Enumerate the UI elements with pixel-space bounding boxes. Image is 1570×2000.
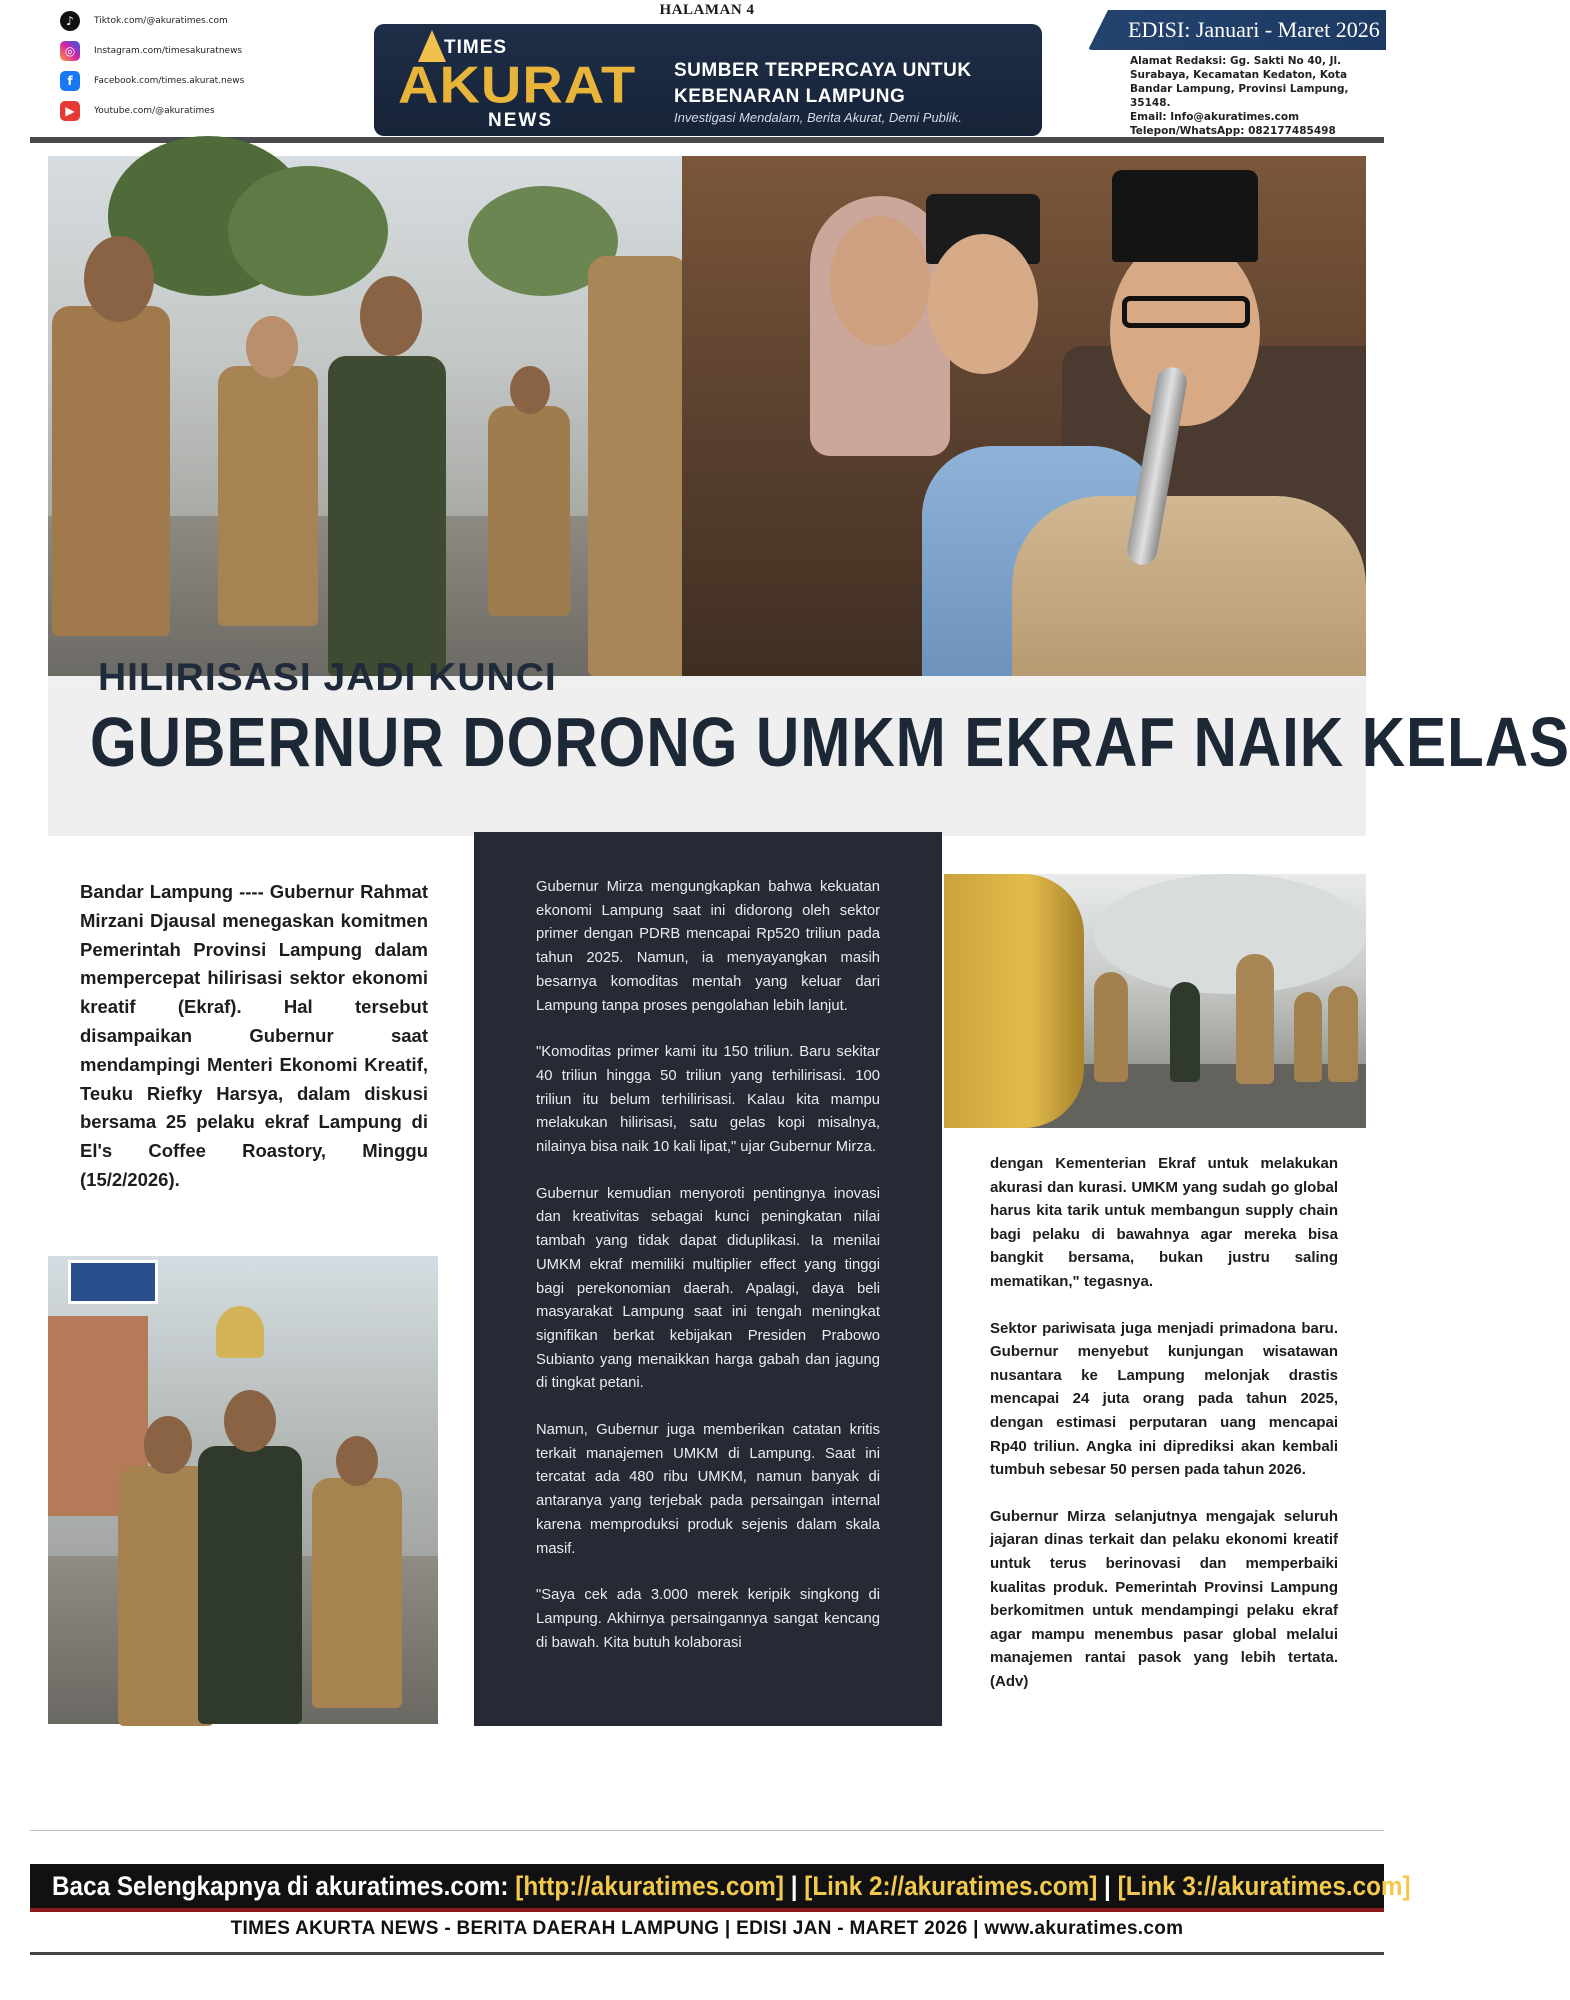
read-more-link-3[interactable]: [Link 3://akuratimes.com] [1117, 1870, 1411, 1901]
face-shape [510, 366, 550, 414]
masthead-banner [374, 24, 1042, 136]
read-more-bar [30, 1864, 1411, 1912]
article-middle-column [536, 876, 880, 1678]
uniform-shape [218, 366, 318, 626]
face-shape [246, 316, 298, 378]
link-separator: | [1097, 1870, 1118, 1901]
editorial-address [1130, 54, 1380, 138]
sky-shape [1094, 874, 1366, 994]
footer-divider [30, 1952, 1384, 1955]
logo-times: TIMES [444, 37, 508, 58]
photo-road-roller [944, 874, 1366, 1128]
page-number: HALAMAN 4 [659, 2, 755, 18]
article-lead-paragraph: Bandar Lampung ---- Gubernur Rahmat Mirzani Djausal menegaskan komitmen Pemerintah Provinsi Lampung dalam mempercepat hilirisasi sektor ekonomi kreatif (Ekraf). Hal tersebut disampaikan Gubernur saat mendampingi Menteri Ekonomi Kreatif, Teuku Riefky Harsya, dalam diskusi bersama 25 pelaku ekraf Lampung di El's Coffee Roastory, Minggu (15/2/2026). [80, 881, 428, 1190]
social-links [60, 6, 360, 126]
logo-akurat: AKURAT [398, 55, 637, 114]
photo-street-walk [48, 1256, 438, 1724]
social-facebook-text: Facebook.com/times.akurat.news [94, 76, 245, 86]
mosque-dome-shape [216, 1306, 264, 1358]
road-roller-shape [944, 874, 1084, 1128]
article-paragraph: dengan Kementerian Ekraf untuk melakukan akurasi dan kurasi. UMKM yang sudah go global harus kita tarik untuk membangun supply chain bagi pelaku di bawahnya agar mereka bisa bangkit bersama, bukan justru saling mematikan," tegasnya. [990, 1155, 1338, 1290]
tagline-line-3: Investigasi Mendalam, Berita Akurat, Demi Publik. [674, 110, 962, 125]
uniform-shape [1236, 954, 1274, 1084]
edition-badge: EDISI: Januari - Maret 2026 [1088, 10, 1386, 50]
link-separator: | [783, 1870, 805, 1901]
logo-news: NEWS [488, 110, 553, 131]
face-shape [928, 234, 1038, 374]
article-paragraph: Sektor pariwisata juga menjadi primadona baru. Gubernur menyebut kunjungan wisatawan nusantara ke Lampung melonjak drastis mencapai 24 juta orang pada tahun 2025, dengan estimasi perputaran uang mencapai Rp40 triliun. Angka ini diprediksi akan kembali tumbuh sebesar 50 persen pada tahun 2026. [990, 1319, 1338, 1479]
face-shape [336, 1436, 378, 1486]
youtube-icon: ▶ [60, 101, 80, 121]
article-right-column [990, 1152, 1338, 1716]
hero-photo-discussion [682, 156, 1366, 676]
footer-top-divider [30, 1830, 1384, 1831]
uniform-shape [312, 1478, 402, 1708]
uniform-shape [588, 256, 688, 676]
social-tiktok-text: Tiktok.com/@akuratimes.com [94, 16, 228, 26]
article-paragraph: Gubernur Mirza mengungkapkan bahwa kekuatan ekonomi Lampung saat ini didorong oleh sektor primer dengan PDRB mencapai Rp520 triliun pada tahun 2025. Namun, ia menyayangkan masih besarnya komoditas mentah yang keluar dari Lampung tanpa proses pengolahan lebih lanjut. [536, 879, 880, 1014]
face-shape [1110, 236, 1260, 426]
footer-publication-line: TIMES AKURTA NEWS - BERITA DAERAH LAMPUNG | EDISI JAN - MARET 2026 | www.akuratimes.com [230, 1918, 1184, 1939]
social-instagram[interactable] [60, 36, 360, 66]
instagram-icon: ◎ [60, 41, 80, 61]
social-instagram-text: Instagram.com/timesakuratnews [94, 46, 243, 56]
social-youtube-text: Youtube.com/@akuratimes [94, 106, 215, 116]
jacket-shape [328, 356, 446, 676]
face-shape [830, 216, 930, 346]
hero-headline: GUBERNUR DORONG UMKM EKRAF NAIK KELAS [90, 703, 1570, 781]
uniform-shape [1328, 986, 1358, 1082]
uniform-shape [1012, 496, 1366, 676]
article-paragraph: Gubernur Mirza selanjutnya mengajak seluruh jajaran dinas terkait dan pelaku ekonomi kreatif untuk terus berinovasi dan memperbaiki kualitas produk. Pemerintah Provinsi Lampung berkomitmen untuk mendampingi pelaku ekraf agar mampu menembus pasar global melalui manajemen rantai pasok yang lebih tertata. (Adv) [990, 1507, 1338, 1690]
uniform-shape [488, 406, 570, 616]
face-shape [84, 236, 154, 322]
article-paragraph: Gubernur kemudian menyoroti pentingnya inovasi dan kreativitas sebagai kunci peningkatan nilai tambah yang tidak dapat diduplikasi. Ia menilai UMKM ekraf memiliki multiplier effect yang tinggi bagi perekonomian daerah. Apalagi, daya beli masyarakat Lampung saat ini tengah meningkat signifikan berkat kebijakan Presiden Prabowo Subianto yang menaikkan harga gabah dan jagung di tingkat petani. [536, 1185, 880, 1392]
email-text[interactable]: Email: Info@akuratimes.com [1130, 111, 1300, 123]
phone-text[interactable]: Telepon/WhatsApp: 082177485498 [1130, 125, 1336, 137]
read-more-link-2[interactable]: [Link 2://akuratimes.com] [804, 1870, 1098, 1901]
address-text: Alamat Redaksi: Gg. Sakti No 40, Jl. Surabaya, Kecamatan Kedaton, Kota Bandar Lampung, Provinsi Lampung, 35148. [1130, 55, 1349, 109]
jacket-shape [198, 1446, 302, 1724]
article-paragraph: "Komoditas primer kami itu 150 triliun. Baru sekitar 40 triliun hingga 50 triliun yang terhilirisasi. 100 triliun itu belum terhilirisasi. Kalau kita mampu melakukan hilirisasi, satu gelas kopi misalnya, nilainya bisa naik 10 kali lipat," ujar Gubernur Mirza. [536, 1044, 880, 1156]
read-more-lead: Baca Selengkapnya di akuratimes.com: [52, 1870, 516, 1901]
glasses-shape [1122, 296, 1250, 328]
face-shape [224, 1390, 276, 1452]
uniform-shape [1094, 972, 1128, 1082]
read-more-link-1[interactable]: [http://akuratimes.com] [515, 1870, 784, 1901]
face-shape [360, 276, 422, 356]
facebook-icon: f [60, 71, 80, 91]
hero-photo-field-visit [48, 156, 682, 676]
tagline-line-2: KEBENARAN LAMPUNG [674, 86, 906, 107]
tiktok-icon: ♪ [60, 11, 80, 31]
jacket-shape [1170, 982, 1200, 1082]
hero-banner [48, 156, 1570, 836]
read-more-label [52, 1871, 1411, 1902]
tree-shape [228, 166, 388, 296]
edition-badge-corner [1088, 10, 1108, 50]
social-facebook[interactable] [60, 66, 360, 96]
social-youtube[interactable] [60, 96, 360, 126]
tagline-line-1: SUMBER TERPERCAYA UNTUK [674, 60, 972, 81]
street-sign-shape [68, 1260, 158, 1304]
uniform-shape [52, 306, 170, 636]
face-shape [144, 1416, 192, 1474]
article-paragraph: Namun, Gubernur juga memberikan catatan kritis terkait manajemen UMKM di Lampung. Saat ini tercatat ada 480 ribu UMKM, namun banyak di antaranya yang terjebak pada persaingan internal karena memproduksi produk sejenis dalam skala masif. [536, 1422, 880, 1557]
article-paragraph: "Saya cek ada 3.000 merek keripik singkong di Lampung. Akhirnya persaingannya sangat kencang di bawah. Kita butuh kolaborasi [536, 1587, 880, 1651]
peci-cap-shape [1112, 170, 1258, 262]
hero-subtitle: HILIRISASI JADI KUNCI [98, 656, 557, 699]
uniform-shape [1294, 992, 1322, 1082]
